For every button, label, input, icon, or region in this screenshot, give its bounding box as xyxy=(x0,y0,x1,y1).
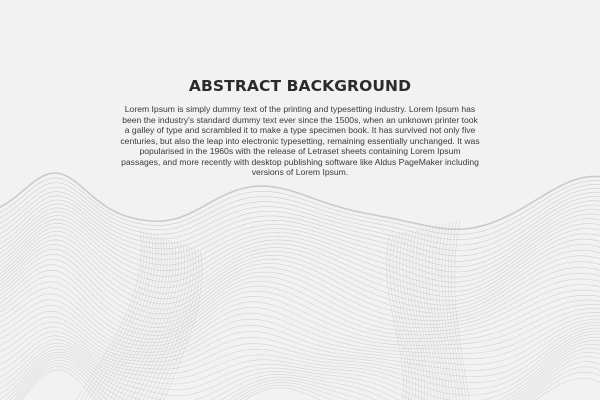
contour-line xyxy=(0,337,600,400)
contour-line xyxy=(0,208,600,272)
contour-line xyxy=(0,294,600,346)
contour-line xyxy=(0,276,600,336)
contour-line xyxy=(0,240,600,309)
contour-line xyxy=(0,212,600,278)
contour-line xyxy=(0,231,600,301)
body-paragraph: Lorem Ipsum is simply dummy text of the printing and typesetting industry. Lorem Ipsum has been the industry's standard dummy text ever since the 1500s, when an unknown printer took a galley of type and scrambled it to make a type specimen book. It has survived not only five centuries, but also the leap into electronic typesetting, remaining essentially unchanged. It was popularised in the 1960s with the release of Letraset sheets containing Lorem Ipsum passages, and more recently with desktop publishing software like Aldus PageMaker including versions of Lorem Ipsum. xyxy=(120,104,480,177)
contour-line xyxy=(0,244,600,313)
contour-line xyxy=(0,305,600,353)
contour-lines xyxy=(0,173,600,400)
swoop-line xyxy=(455,220,470,400)
contour-line xyxy=(0,192,600,251)
contour-line xyxy=(0,328,600,383)
contour-line xyxy=(0,366,600,400)
contour-line xyxy=(0,219,600,287)
contour-line xyxy=(0,187,600,245)
page-title: ABSTRACT BACKGROUND xyxy=(188,77,412,95)
contour-line xyxy=(0,348,600,400)
swoop-line xyxy=(113,240,170,400)
contour-line xyxy=(0,173,600,229)
contour-line xyxy=(0,235,600,305)
contour-line xyxy=(0,216,600,283)
contour-line xyxy=(0,300,600,350)
text-block xyxy=(120,76,480,178)
contour-line xyxy=(0,311,600,359)
